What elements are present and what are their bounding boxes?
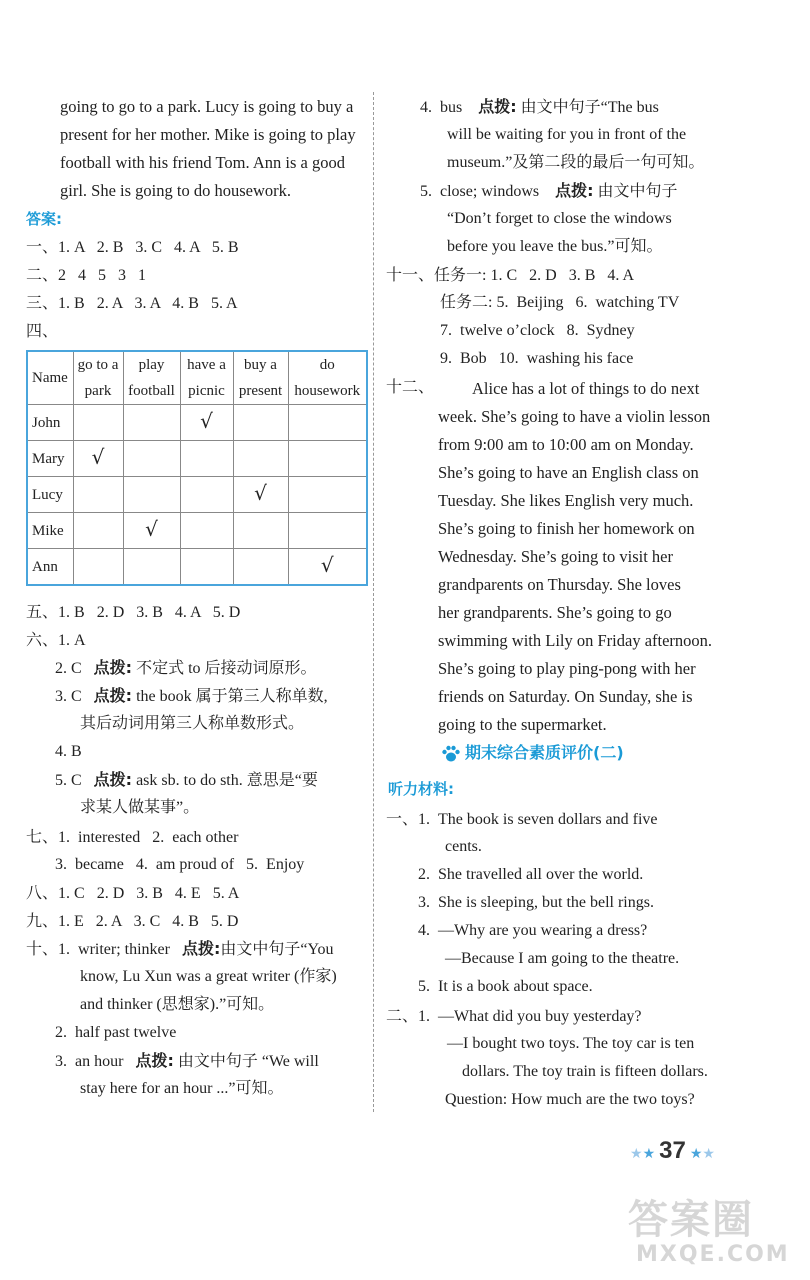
essay-line: She’s going to have an English class on — [438, 463, 699, 482]
listening-section-2 — [386, 1005, 642, 1028]
check-mark: √ — [91, 445, 105, 469]
check-mark: √ — [320, 553, 334, 577]
listening-item-cont: —Because I am going to the theatre. — [445, 950, 680, 967]
listening-item-cont: Question: How much are the two toys? — [445, 1091, 695, 1108]
answer-item-cont: 求某人做某事”。 — [80, 799, 200, 816]
section-number: 九、 — [26, 911, 59, 930]
answer-item: 2. C 点拨: 不定式 to 后接动词原形。 — [55, 658, 317, 677]
section-4 — [26, 320, 58, 343]
table-row — [27, 513, 367, 549]
listening-item-cont: dollars. The toy train is fifteen dollars. — [462, 1063, 708, 1080]
exam-title: 期末综合素质评价(二) — [441, 742, 624, 764]
hint-label: 点拨: — [478, 97, 517, 116]
hint-label: 点拨: — [135, 1051, 174, 1070]
hint-label: 点拨: — [555, 181, 594, 200]
essay-line: week. She’s going to have a violin lesson — [438, 407, 711, 426]
answer-item-cont: museum.”及第二段的最后一句可知。 — [447, 154, 705, 171]
header-cell: go to a park — [73, 351, 123, 405]
section-5 — [26, 601, 240, 624]
section-answers: 1. B 2. A 3. A 4. B 5. A — [58, 295, 238, 312]
hint-label: 点拨: — [93, 770, 133, 789]
section-number: 六、 — [26, 630, 59, 649]
section-number: 二、 — [386, 1006, 419, 1025]
table-row — [27, 441, 367, 477]
table-row — [27, 477, 367, 513]
task-line: 9. Bob 10. washing his face — [440, 350, 634, 367]
hint-label: 点拨: — [181, 939, 221, 958]
answer-item: 4. B — [55, 743, 82, 760]
passage-line-3: football with his friend Tom. Ann is a good — [60, 153, 345, 172]
answer-item: 5. C 点拨: ask sb. to do sth. 意思是“要 — [55, 770, 318, 789]
section-number: 三、 — [26, 293, 59, 312]
name-cell: Ann — [27, 549, 73, 586]
essay-line: friends on Saturday. On Sunday, she is — [438, 687, 693, 706]
name-cell: Mike — [27, 513, 73, 549]
section-number: 八、 — [26, 883, 59, 902]
section-7 — [26, 826, 238, 849]
section-6 — [26, 629, 86, 652]
answer-item: 5. close; windows 点拨: 由文中句子 — [420, 181, 678, 200]
section-number: 二、 — [26, 265, 59, 284]
section-number: 一、 — [26, 237, 59, 256]
essay-line: Wednesday. She’s going to visit her — [438, 547, 673, 566]
listening-item: 2. She travelled all over the world. — [418, 866, 644, 883]
task-line: 任务一: 1. C 2. D 3. B 4. A — [434, 267, 635, 284]
listening-item: 1. The book is seven dollars and five — [418, 811, 658, 828]
section-11 — [386, 264, 634, 287]
essay-line: swimming with Lily on Friday afternoon. — [438, 631, 713, 650]
answer-item-cont: and thinker (思想家).”可知。 — [80, 996, 275, 1013]
section-10: 十、1. writer; thinker 点拨:由文中句子“You — [26, 939, 334, 958]
paw-icon — [441, 745, 461, 763]
listening-item: 4. —Why are you wearing a dress? — [418, 922, 648, 939]
table-row — [27, 549, 367, 586]
essay-line: Alice has a lot of things to do next — [472, 379, 700, 398]
answer-item: 3. C 点拨: the book 属于第三人称单数, — [55, 686, 328, 705]
essay-line: Tuesday. She likes English very much. — [438, 491, 694, 510]
section-2 — [26, 264, 146, 287]
star-icon: ★ — [642, 1147, 656, 1162]
header-cell: do housework — [288, 351, 367, 405]
section-8 — [26, 882, 239, 905]
listening-item-cont: —I bought two toys. The toy car is ten — [447, 1035, 695, 1052]
section-answers: 1. interested 2. each other — [58, 829, 239, 846]
answer-item-cont: before you leave the bus.”可知。 — [447, 238, 663, 255]
header-cell: Name — [27, 351, 73, 405]
section-9 — [26, 910, 238, 933]
answer-item-cont: “Don’t forget to close the windows — [447, 210, 672, 227]
section-answers: 1. B 2. D 3. B 4. A 5. D — [58, 604, 241, 621]
listening-heading: 听力材料: — [388, 780, 454, 798]
hint-label: 点拨: — [93, 686, 133, 705]
name-cell: Lucy — [27, 477, 73, 513]
essay-line: She’s going to finish her homework on — [438, 519, 695, 538]
section-12 — [386, 376, 434, 399]
star-icon: ★ — [630, 1147, 643, 1162]
essay-line: going to the supermarket. — [438, 715, 607, 734]
answer-item: 1. A — [58, 632, 86, 649]
watermark-url: MXQE.COM — [636, 1242, 790, 1267]
watermark-logo: 答案圈 — [628, 1197, 754, 1243]
check-mark: √ — [145, 517, 158, 541]
answer-item: 2. half past twelve — [55, 1024, 177, 1041]
activity-table — [26, 350, 368, 586]
answer-item: 4. bus 点拨: 由文中句子“The bus — [420, 97, 659, 116]
header-cell: play football — [123, 351, 180, 405]
answer-item-cont: stay here for an hour ...”可知。 — [80, 1080, 284, 1097]
answer-item-cont: know, Lu Xun was a great writer (作家) — [80, 968, 337, 985]
section-number: 五、 — [26, 602, 59, 621]
star-icon: ★ — [702, 1147, 715, 1162]
section-answers: 1. A 2. B 3. C 4. A 5. B — [58, 239, 239, 256]
name-cell: Mary — [27, 441, 73, 477]
listening-item: 3. She is sleeping, but the bell rings. — [418, 894, 654, 911]
answers-heading: 答案: — [26, 210, 62, 228]
essay-line: She’s going to play ping-pong with her — [438, 659, 696, 678]
page-number: ★★ 37 ★★ — [630, 1137, 715, 1164]
section-number: 十、 — [26, 939, 59, 958]
header-cell: buy a present — [233, 351, 288, 405]
section-number: 七、 — [26, 827, 59, 846]
essay-line: from 9:00 am to 10:00 am on Monday. — [438, 435, 694, 454]
hint-label: 点拨: — [93, 658, 133, 677]
essay-line: her grandparents. She’s going to go — [438, 603, 672, 622]
answer-item-cont: will be waiting for you in front of the — [447, 126, 687, 143]
passage-line-2: present for her mother. Mike is going to play — [60, 125, 356, 144]
name-cell: John — [27, 405, 73, 441]
check-mark: √ — [254, 481, 267, 505]
passage-line-4: girl. She is going to do housework. — [60, 181, 291, 200]
section-answers: 1. E 2. A 3. C 4. B 5. D — [58, 913, 239, 930]
listening-item: 1. —What did you buy yesterday? — [418, 1008, 642, 1025]
column-divider — [373, 92, 374, 1112]
listening-item-cont: cents. — [445, 838, 482, 855]
listening-section-1 — [386, 808, 658, 831]
section-answers: 2 4 5 3 1 — [58, 267, 147, 284]
star-icon: ★ — [689, 1147, 703, 1162]
table-header-row — [27, 351, 367, 405]
check-mark: √ — [200, 409, 213, 433]
table-row — [27, 405, 367, 441]
section-number: 十二、 — [386, 377, 435, 396]
task-line: 7. twelve o’clock 8. Sydney — [440, 322, 635, 339]
section-number: 四、 — [26, 321, 59, 340]
essay-line: grandparents on Thursday. She loves — [438, 575, 681, 594]
answer-item: 3. an hour 点拨: 由文中句子 “We will — [55, 1051, 319, 1070]
answer-item-cont: 其后动词用第三人称单数形式。 — [80, 715, 305, 732]
section-number: 一、 — [386, 809, 419, 828]
section-3 — [26, 292, 238, 315]
section-answers: 1. C 2. D 3. B 4. E 5. A — [58, 885, 240, 902]
passage-line-1: going to go to a park. Lucy is going to buy a — [60, 97, 354, 116]
section-answers: 3. became 4. am proud of 5. Enjoy — [55, 856, 305, 873]
header-cell: have a picnic — [180, 351, 233, 405]
section-number: 十一、 — [386, 265, 435, 284]
listening-item: 5. It is a book about space. — [418, 978, 593, 995]
task-line: 任务二: 5. Beijing 6. watching TV — [440, 294, 680, 311]
section-1 — [26, 236, 239, 259]
